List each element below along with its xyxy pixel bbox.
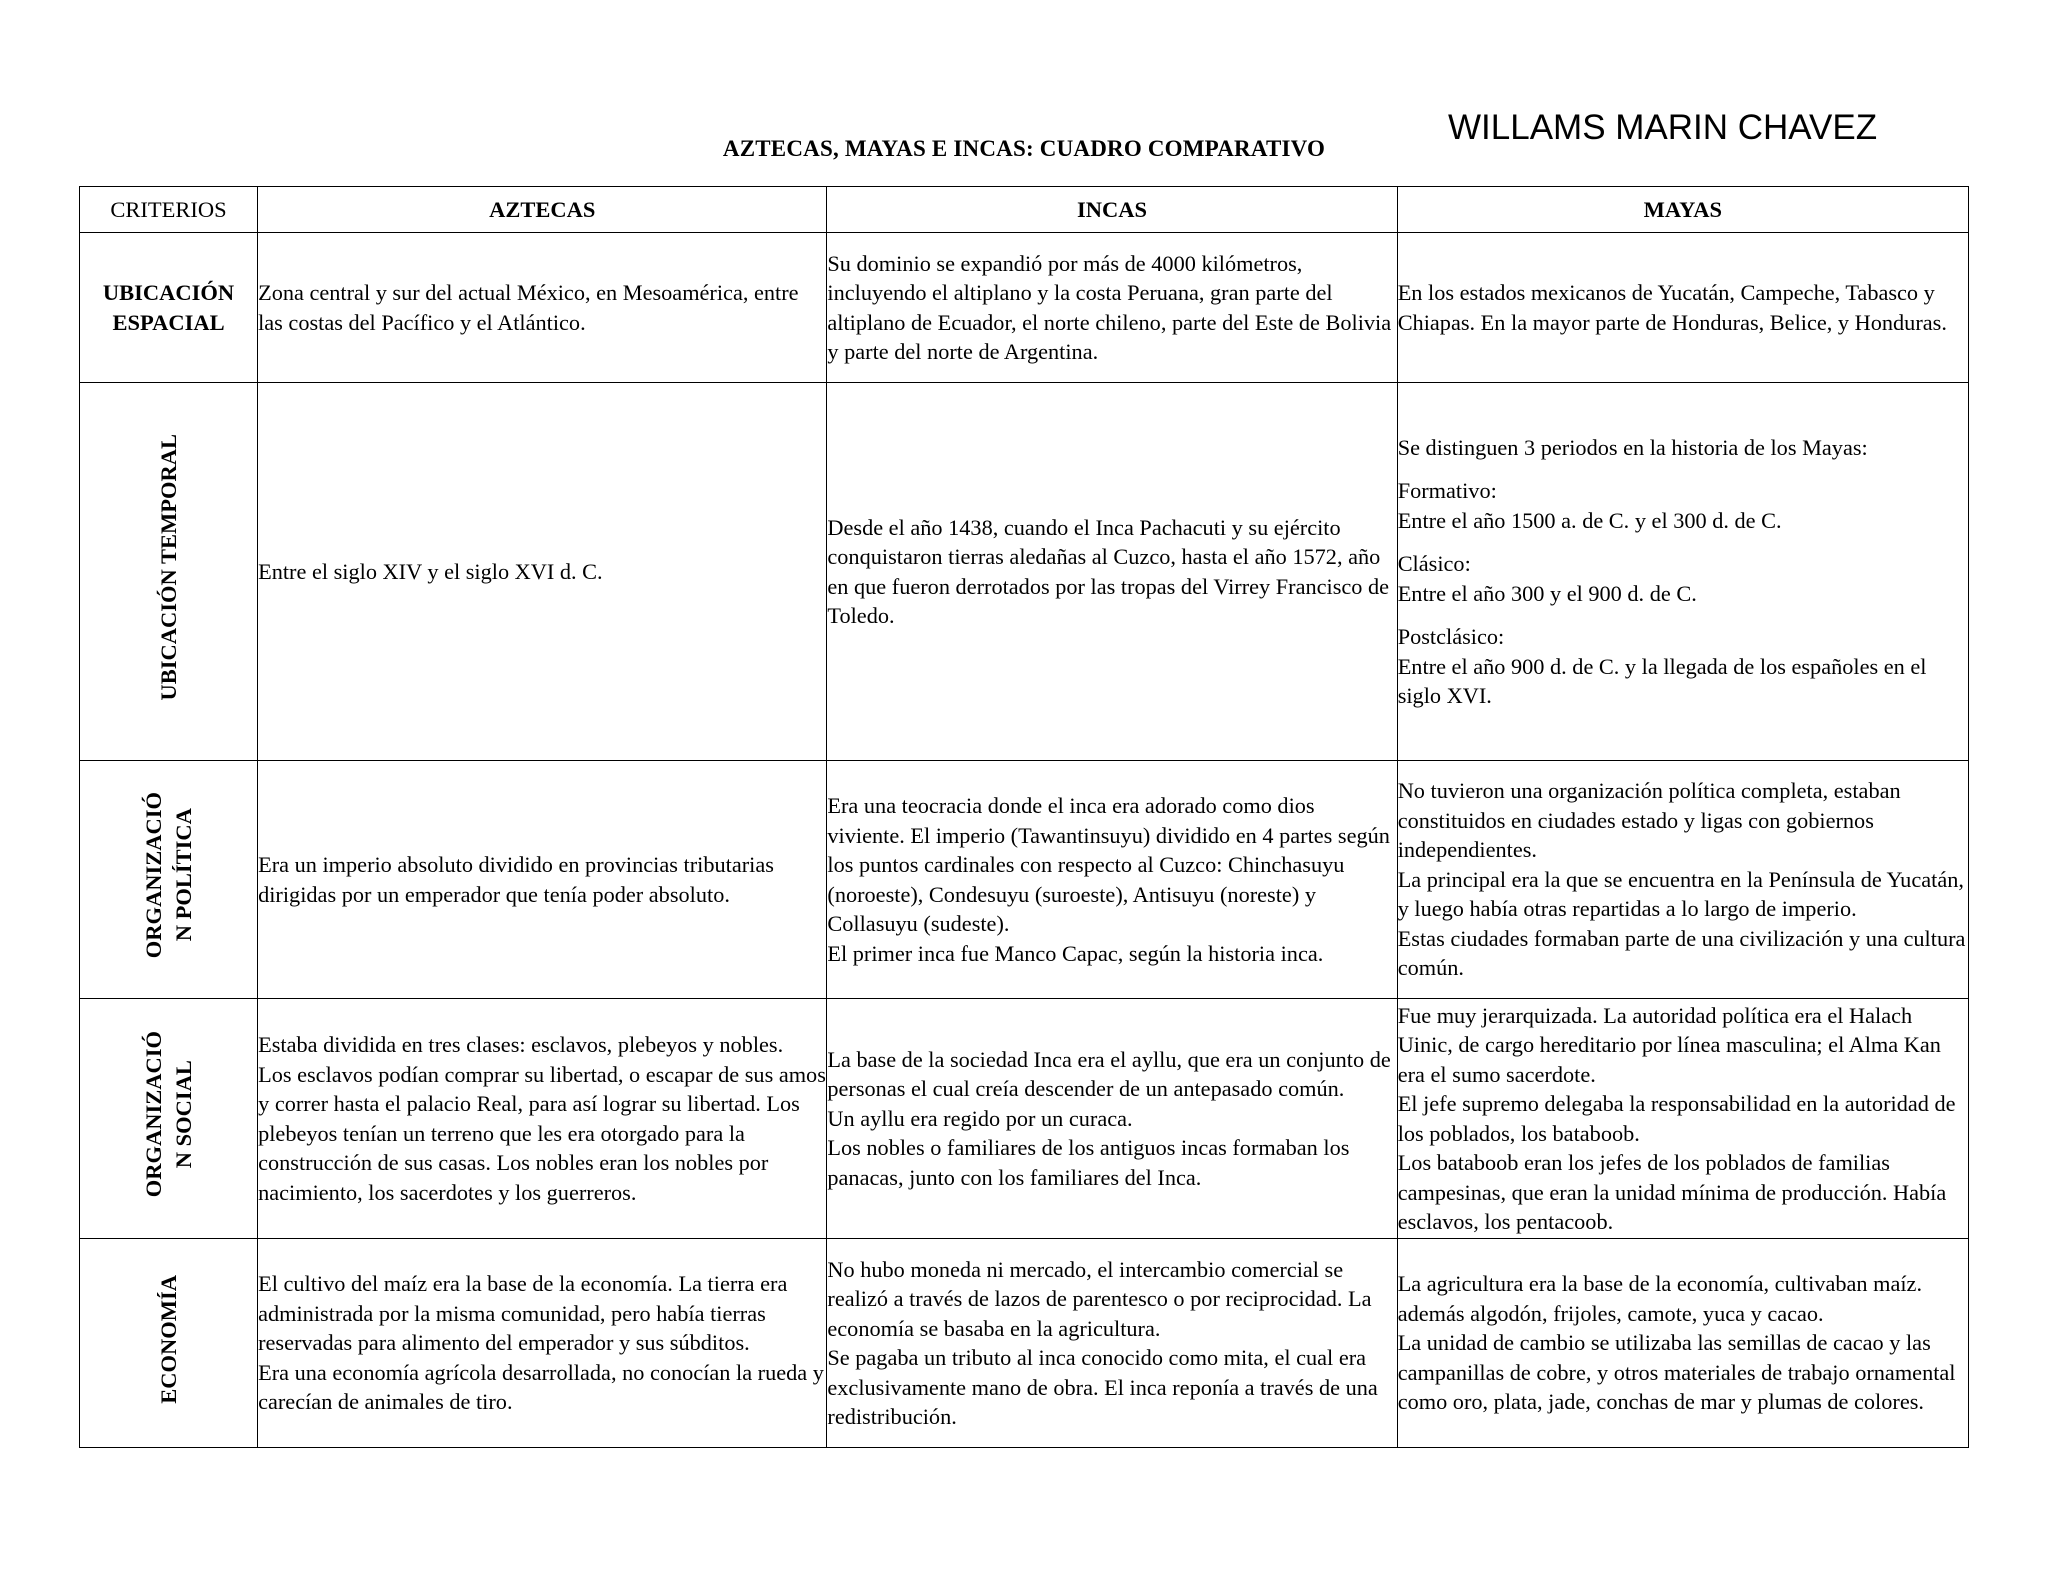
aztecas-text: El cultivo del maíz era la base de la economía. La tierra era administrada por la misma comunidad, pero había tierras reservadas para alimento del emperador y sus súbditos. Era una economía agrícola desarrollada, no conocían la rueda y carecían de animales de tiro. xyxy=(258,1271,824,1415)
author-name: WILLAMS MARIN CHAVEZ xyxy=(1448,108,1878,147)
incas-text: Desde el año 1438, cuando el Inca Pachacuti y su ejército conquistaron tierras aledañas al Cuzco, hasta el año 1572, año en que fueron derrotados por las tropas del Virrey Francisco de Toledo. xyxy=(827,514,1390,628)
criterion-label: UBICACIÓN ESPACIAL xyxy=(102,279,235,335)
mayas-text: En los estados mexicanos de Yucatán, Campeche, Tabasco y Chiapas. En la mayor parte de Honduras, Belice, y Honduras. xyxy=(1397,280,1947,335)
mayas-period-label: Clásico: xyxy=(1397,551,1471,576)
mayas-cell xyxy=(1397,761,1968,999)
mayas-period-label: Formativo: xyxy=(1397,478,1497,503)
document-title-text: AZTECAS, MAYAS E INCAS: CUADRO COMPARATIVO xyxy=(722,136,1326,161)
mayas-period-text: Entre el año 300 y el 900 d. de C. xyxy=(1397,580,1697,606)
mayas-text: La agricultura era la base de la economía, cultivaban maíz. además algodón, frijoles, camote, yuca y cacao. La unidad de cambio se utilizaba las semillas de cacao y las campanillas de cobre, y otros materiales de trabajo ornamental como oro, plata, jade, conchas de mar y plumas de colores. xyxy=(1397,1271,1956,1415)
mayas-period-text: Entre el año 1500 a. de C. y el 300 d. de C. xyxy=(1397,507,1782,533)
aztecas-cell xyxy=(258,761,827,999)
incas-cell xyxy=(827,1239,1397,1448)
criterion-cell xyxy=(80,383,258,761)
criterion-cell xyxy=(80,999,258,1239)
criterion-cell xyxy=(80,1239,258,1448)
table-row-economia xyxy=(80,1239,1969,1448)
aztecas-cell xyxy=(258,1239,827,1448)
mayas-intro: Se distinguen 3 periodos en la historia de los Mayas: xyxy=(1397,434,1868,460)
aztecas-text: Zona central y sur del actual México, en Mesoamérica, entre las costas del Pacífico y el Atlántico. xyxy=(258,280,799,335)
incas-cell xyxy=(827,761,1397,999)
column-header-incas: INCAS xyxy=(827,187,1397,233)
mayas-cell xyxy=(1397,1239,1968,1448)
table-header-row xyxy=(80,187,1969,233)
mayas-period-text: Entre el año 900 d. de C. y la llegada de los españoles en el siglo XVI. xyxy=(1397,653,1927,708)
table-row-ubicacion-espacial xyxy=(80,233,1969,383)
aztecas-cell xyxy=(258,383,827,761)
mayas-cell xyxy=(1397,233,1968,383)
aztecas-text: Entre el siglo XIV y el siglo XVI d. C. xyxy=(258,558,603,584)
mayas-period-label: Postclásico: xyxy=(1397,624,1505,649)
incas-text: Era una teocracia donde el inca era adorado como dios viviente. El imperio (Tawantinsuyu) dividido en 4 partes según los puntos cardinales con respecto al Cuzco: Chinchasuyu (noroeste), Condesuyu (suroeste), Antisuyu (noreste) y Collasuyu (sudeste). El primer inca fue Manco Capac, según la historia inca. xyxy=(827,793,1390,966)
criterion-cell xyxy=(80,761,258,999)
table-row-ubicacion-temporal xyxy=(80,383,1969,761)
column-header-criterios: CRITERIOS xyxy=(80,187,258,233)
incas-cell xyxy=(827,233,1397,383)
table-row-organizacion-politica xyxy=(80,761,1969,999)
aztecas-text: Era un imperio absoluto dividido en provincias tributarias dirigidas por un emperador que tenía poder absoluto. xyxy=(258,852,774,907)
comparison-table xyxy=(79,186,1969,1448)
aztecas-text: Estaba dividida en tres clases: esclavos, plebeyos y nobles. Los esclavos podían comprar su libertad, o escapar de sus amos y correr hasta el palacio Real, para así lograr su libertad. Los plebeyos tenían un terreno que les era otorgado para la construcción de sus casas. Los nobles eran los nobles por nacimiento, los sacerdotes y los guerreros. xyxy=(258,1032,826,1205)
criterion-label: ECONOMÍA xyxy=(155,1274,181,1404)
criterion-label: ORGANIZACIÓ N POLÍTICA xyxy=(140,792,196,959)
mayas-cell xyxy=(1397,383,1968,761)
incas-text: Su dominio se expandió por más de 4000 kilómetros, incluyendo el altiplano y la costa Peruana, gran parte del altiplano de Ecuador, el norte chileno, parte del Este de Bolivia y parte del norte de Argentina. xyxy=(827,250,1392,364)
criterion-cell xyxy=(80,233,258,383)
column-header-aztecas: AZTECAS xyxy=(258,187,827,233)
incas-text: La base de la sociedad Inca era el ayllu, que era un conjunto de personas el cual creía descender de un antepasado común. Un ayllu era regido por un curaca. Los nobles o familiares de los antiguos incas formaban los panacas, junto con los familiares del Inca. xyxy=(827,1046,1391,1190)
incas-text: No hubo moneda ni mercado, el intercambio comercial se realizó a través de lazos de parentesco o por reciprocidad. La economía se basaba en la agricultura. Se pagaba un tributo al inca conocido como mita, el cual era exclusivamente mano de obra. El inca reponía a través de una redistribución. xyxy=(827,1256,1378,1429)
incas-cell xyxy=(827,383,1397,761)
mayas-text: No tuvieron una organización política completa, estaban constituidos en ciudades estado y ligas con gobiernos independientes. La principal era la que se encuentra en la Península de Yucatán, y luego había otras repartidas a lo largo de imperio. Estas ciudades formaban parte de una civilización y una cultura común. xyxy=(1397,778,1966,981)
mayas-cell xyxy=(1397,999,1968,1239)
incas-cell xyxy=(827,999,1397,1239)
aztecas-cell xyxy=(258,999,827,1239)
mayas-text: Fue muy jerarquizada. La autoridad política era el Halach Uinic, de cargo hereditario por línea masculina; el Alma Kan era el sumo sacerdote. El jefe supremo delegaba la responsabilidad en la autoridad de los poblados, los bataboob. Los bataboob eran los jefes de los poblados de familias campesinas, que eran la unidad mínima de producción. Había esclavos, los pentacoob. xyxy=(1397,1002,1956,1234)
criterion-label: UBICACIÓN TEMPORAL xyxy=(155,434,181,701)
criterion-label: ORGANIZACIÓ N SOCIAL xyxy=(140,1031,196,1198)
column-header-mayas: MAYAS xyxy=(1397,187,1968,233)
table-row-organizacion-social xyxy=(80,999,1969,1239)
aztecas-cell xyxy=(258,233,827,383)
